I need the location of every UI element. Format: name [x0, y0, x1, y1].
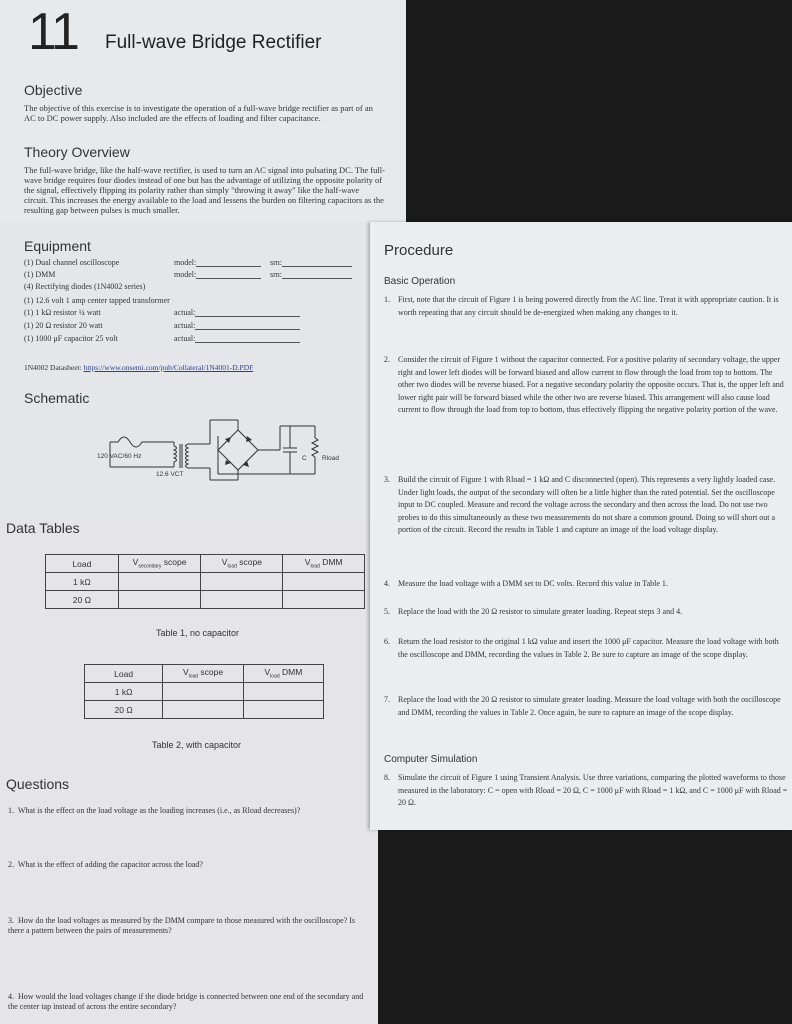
procedure-step: 7. Replace the load with the 20 Ω resistor to simulate greater loading. Measure the load voltage with both the oscilloscope and DMM, recording the values in Table 2. Once again, be sure to capture an image of the scope display. — [384, 695, 781, 717]
entry-cell[interactable] — [283, 573, 365, 591]
theory-line: the signal, effectively flipping its polarity rather than simply "throwing it away" like the half-wave — [24, 185, 360, 195]
procedure-page — [370, 222, 792, 830]
table-header-row — [46, 555, 365, 573]
table-row — [46, 573, 365, 591]
table-row — [46, 591, 365, 609]
equipment-item: (1) 12.6 volt 1 amp center tapped transformer — [24, 296, 170, 305]
objective-line: The objective of this exercise is to investigate the operation of a full-wave bridge rectifier as part of an — [24, 103, 373, 113]
entry-cell[interactable] — [201, 591, 283, 609]
datasheet-line: 1N4002 Datasheet: https://www.onsemi.com/pub/Collateral/1N4001-D.PDF — [24, 363, 254, 372]
equipment-item: (1) Dual channel oscilloscope model: srn: — [24, 258, 119, 267]
data-tables-heading: Data Tables — [6, 520, 80, 536]
page-data-section — [0, 520, 378, 1024]
entry-cell[interactable] — [201, 573, 283, 591]
datasheet-link[interactable]: https://www.onsemi.com/pub/Collateral/1N4001-D.PDF — [83, 363, 254, 372]
load-cell: 1 kΩ — [85, 683, 163, 701]
srn-field[interactable] — [282, 270, 352, 279]
question-item: 3. How do the load voltages as measured by the DMM compare to those measured with the oscilloscope? Is there a pattern between the pairs of measurements? — [8, 916, 356, 935]
table-header-row — [85, 665, 324, 683]
simulation-heading: Computer Simulation — [384, 754, 478, 765]
transformer-primary — [174, 446, 177, 467]
header-cell: $V_{load}$ scope — [201, 555, 283, 573]
load-cell: 20 Ω — [85, 701, 163, 719]
procedure-step: 4. Measure the load voltage with a DMM set to DC volts. Record this value in Table 1. — [384, 579, 668, 588]
model-field[interactable] — [196, 270, 261, 279]
equipment-item: (1) 20 Ω resistor 20 watt actual: — [24, 321, 103, 330]
entry-cell[interactable] — [243, 683, 323, 701]
theory-heading: Theory Overview — [24, 144, 130, 160]
theory-line: resulting gap between pulses is much smaller. — [24, 205, 180, 215]
header-cell: $V_{load}$ DMM — [283, 555, 365, 573]
header-cell: Load — [85, 665, 163, 683]
load-label: Rload — [322, 455, 339, 462]
diode-bridge — [218, 430, 258, 470]
schematic-heading: Schematic — [24, 390, 90, 406]
procedure-step: 1. First, note that the circuit of Figure 1 is being powered directly from the AC line. Treat it with appropriate caution. It is worth repeating that any circuit should be de-energized when making any changes to it. — [384, 295, 779, 317]
table-1 — [45, 554, 365, 609]
transformer-secondary — [186, 444, 189, 468]
table-row — [85, 701, 324, 719]
entry-cell[interactable] — [283, 591, 365, 609]
procedure-step: 2. Consider the circuit of Figure 1 without the capacitor connected. For a positive polarity of secondary voltage, the upper right and lower left diodes will be forward biased and allow current to flow through the load from top to bottom. The other two diodes will be reverse biased. For a negative secondary polarity the opposite occurs. That is, the upper left and lower right pair will be forward biased while the other two are reverse biased. This arrangement will also cause load current to flow through the load from top to bottom, thus effectively flipping the negative polarity portion of the wave. — [384, 355, 784, 414]
actual-field[interactable] — [195, 308, 300, 317]
equipment-item: (1) 1 kΩ resistor ¼ watt actual: — [24, 308, 101, 317]
bridge-rectifier-schematic — [90, 412, 350, 487]
question-item: 1. What is the effect on the load voltage as the loading increases (i.e., as Rload decreases)? — [8, 806, 301, 815]
objective-heading: Objective — [24, 82, 83, 98]
entry-cell[interactable] — [118, 591, 201, 609]
question-item: 4. How would the load voltages change if the diode bridge is connected between one end of the secondary and the center tap instead of across the entire secondary? — [8, 992, 364, 1011]
load-resistor-symbol — [312, 438, 318, 457]
ac-source-symbol — [110, 437, 174, 447]
equipment-item: (1) 1000 μF capacitor 25 volt actual: — [24, 334, 118, 343]
theory-line: wave bridge requires four diodes instead of one but has the advantage of utilizing the opposite polarity of — [24, 175, 383, 185]
table-1-caption: Table 1, no capacitor — [156, 628, 240, 638]
table-2 — [84, 664, 324, 719]
transformer-label: 12.6 VCT — [156, 471, 184, 478]
header-cell: $V_{load}$ DMM — [243, 665, 323, 683]
chapter-number: 11 — [28, 3, 78, 61]
capacitor-label: C — [302, 455, 307, 462]
load-cell: 1 kΩ — [46, 573, 119, 591]
procedure-step: 3. Build the circuit of Figure 1 with Rload = 1 kΩ and C disconnected (open). This represents a very lightly loaded case. Under light loads, the output of the secondary will often be a little higher than the rated potential. Set the oscilloscope input to DC coupled. Measure and record the voltage across the secondary and then across the load. Do not use two probes to do this simultaneously as these two measurements do not share a common ground. Doing so will short out a portion of the circuit. Record the results in Table 1 and capture an image of the load voltage display. — [384, 475, 776, 534]
header-cell: $V_{load}$ scope — [163, 665, 244, 683]
equipment-heading: Equipment — [24, 238, 91, 254]
procedure-heading: Procedure — [384, 242, 454, 259]
equipment-item: (1) DMM model: srn: — [24, 270, 55, 279]
procedure-step: 5. Replace the load with the 20 Ω resistor to simulate greater loading. Repeat steps 3 and 4. — [384, 607, 683, 616]
entry-cell[interactable] — [118, 573, 201, 591]
actual-field[interactable] — [195, 334, 300, 343]
entry-cell[interactable] — [243, 701, 323, 719]
table-2-caption: Table 2, with capacitor — [152, 740, 242, 750]
equipment-item: (4) Rectifying diodes (1N4002 series) — [24, 282, 146, 291]
header-cell: $V_{secondary}$ scope — [118, 555, 201, 573]
table-row — [85, 683, 324, 701]
theory-line: The full-wave bridge, like the half-wave rectifier, is used to turn an AC signal into pulsating DC. The full- — [24, 165, 385, 175]
page-equipment-section — [0, 222, 376, 527]
diode-lower-left — [225, 460, 231, 465]
theory-line: circuit. This increases the energy available to the load and lessens the burden on filtering capacitors as the — [24, 195, 384, 205]
model-field[interactable] — [196, 258, 261, 267]
objective-text — [24, 103, 404, 123]
questions-heading: Questions — [6, 776, 70, 792]
header-cell: Load — [46, 555, 119, 573]
page-title: Full-wave Bridge Rectifier — [105, 32, 322, 53]
procedure-step: 8. Simulate the circuit of Figure 1 using Transient Analysis. Use three variations, comparing the plotted waveforms to those measured in the laboratory: C = open with Rload = 20 Ω, C = 1000 μF with Rload = 1 kΩ, and C = 1000 μF with Rload = 20 Ω. — [384, 773, 788, 807]
actual-field[interactable] — [195, 321, 300, 330]
objective-line: AC to DC power supply. Also included are the effects of loading and filter capacitance. — [24, 113, 321, 123]
basic-operation-heading: Basic Operation — [384, 276, 456, 287]
theory-text — [24, 165, 406, 215]
load-cell: 20 Ω — [46, 591, 119, 609]
procedure-step: 6. Return the load resistor to the original 1 kΩ value and insert the 1000 μF capacitor. Measure the load voltage with both the oscilloscope and DMM, recording the values in Table 2. Be sure to capture an image of the scope display. — [384, 637, 779, 659]
entry-cell[interactable] — [163, 701, 244, 719]
question-item: 2. What is the effect of adding the capacitor across the load? — [8, 860, 203, 869]
page-top-section — [0, 0, 406, 222]
entry-cell[interactable] — [163, 683, 244, 701]
source-label: 120 VAC/60 Hz — [97, 453, 142, 460]
srn-field[interactable] — [282, 258, 352, 267]
